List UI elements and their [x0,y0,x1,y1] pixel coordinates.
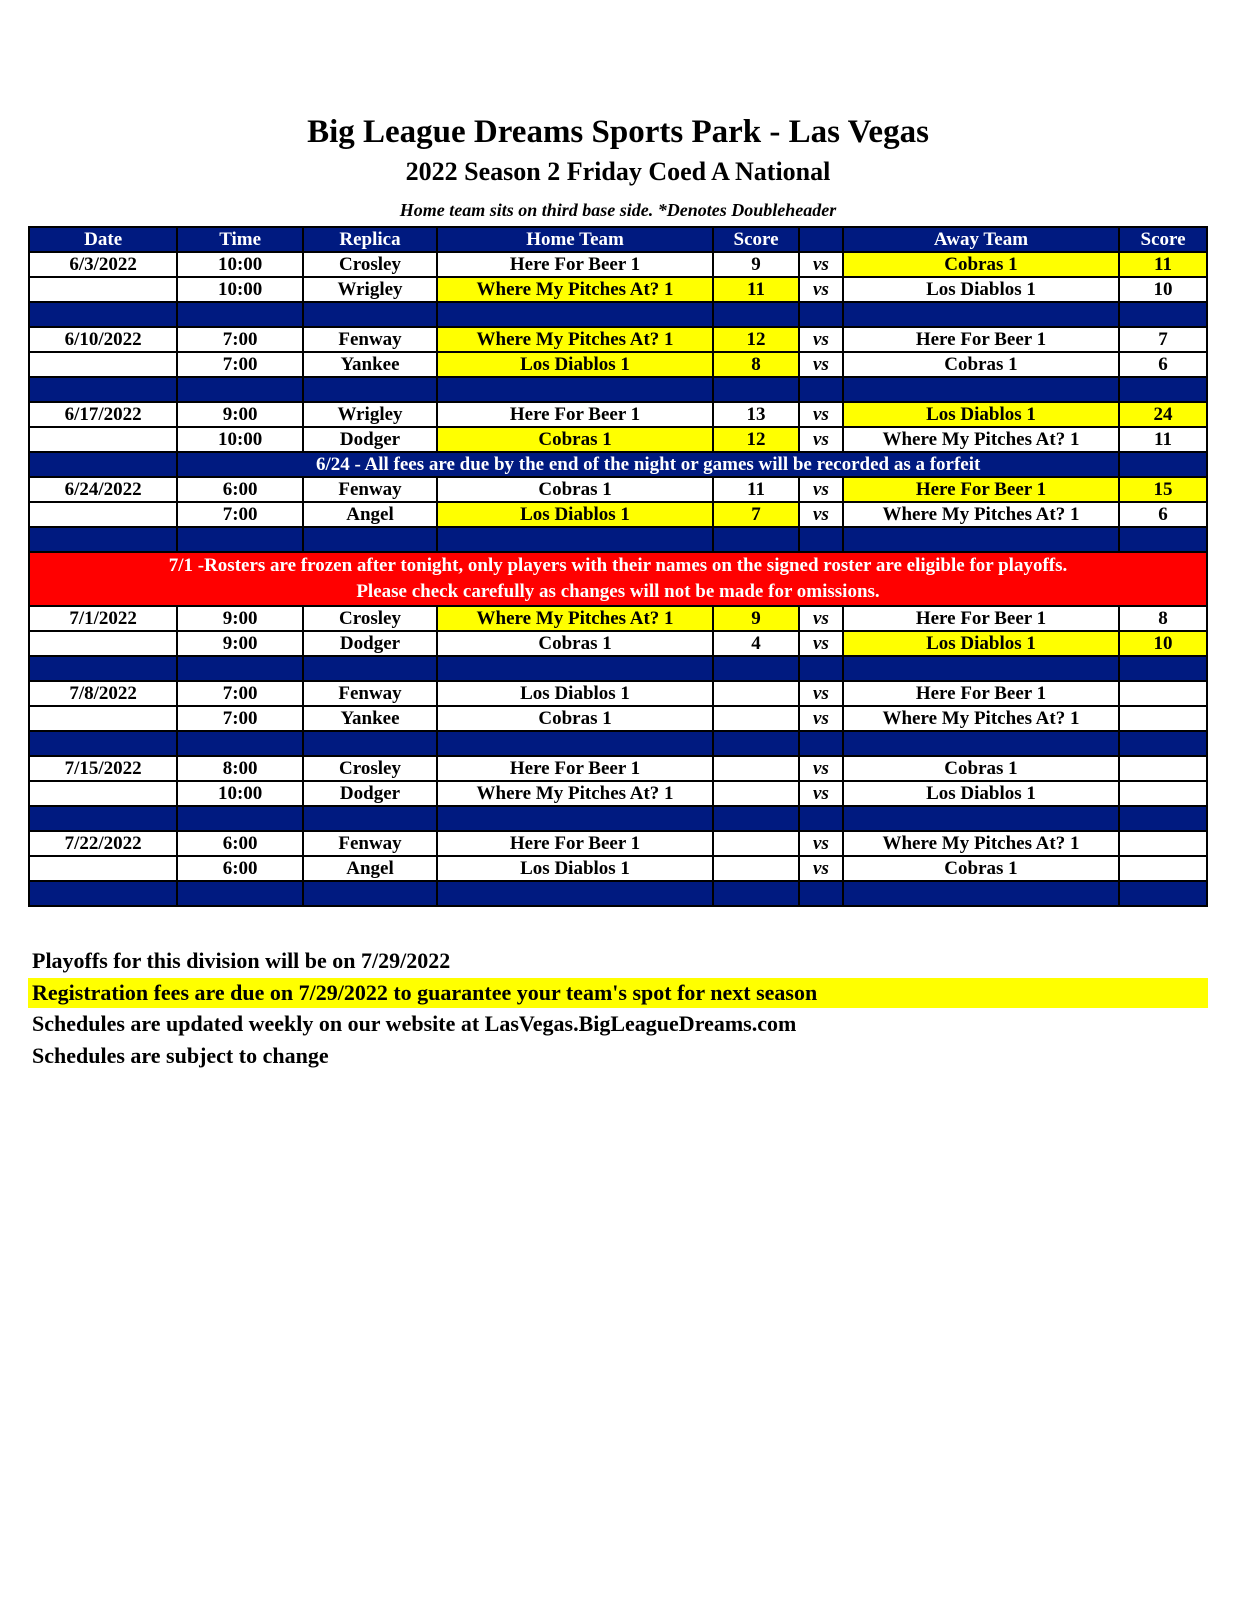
spacer-cell [437,731,713,756]
spacer-cell [303,731,437,756]
spacer-cell [29,656,177,681]
vs-cell: vs [799,756,843,781]
spacer-cell [799,731,843,756]
footer-change: Schedules are subject to change [32,1043,329,1068]
table-header-row [29,227,1207,252]
alert-row [29,552,1207,606]
replica-cell: Yankee [303,706,437,731]
date-cell [29,277,177,302]
alert-line-2: Please check carefully as changes will not be made for omissions. [356,581,880,602]
time-cell: 6:00 [177,831,303,856]
replica-cell: Dodger [303,631,437,656]
game-row [29,277,1207,302]
replica-cell: Dodger [303,781,437,806]
date-cell: 7/8/2022 [29,681,177,706]
spacer-row [29,731,1207,756]
game-row [29,327,1207,352]
spacer-cell [437,302,713,327]
away-score-cell [1119,706,1207,731]
spacer-row [29,656,1207,681]
spacer-cell [843,881,1119,906]
home-team-cell: Cobras 1 [437,706,713,731]
date-cell: 6/24/2022 [29,477,177,502]
vs-cell: vs [799,252,843,277]
away-score-cell [1119,681,1207,706]
spacer-cell [843,527,1119,552]
away-team-cell: Where My Pitches At? 1 [843,706,1119,731]
spacer-cell [303,806,437,831]
spacer-cell [843,731,1119,756]
time-cell: 10:00 [177,427,303,452]
spacer-cell [303,377,437,402]
vs-cell: vs [799,781,843,806]
home-team-cell: Los Diablos 1 [437,681,713,706]
spacer-cell [303,527,437,552]
col-header-replica: Replica [303,227,437,252]
home-team-cell: Los Diablos 1 [437,502,713,527]
spacer-cell [843,656,1119,681]
spacer-cell [29,302,177,327]
notice-row [29,452,1207,477]
alert-cell [29,552,1207,606]
away-score-cell: 10 [1119,631,1207,656]
time-cell: 8:00 [177,756,303,781]
spacer-cell [29,731,177,756]
date-cell: 7/22/2022 [29,831,177,856]
page-title: Big League Dreams Sports Park - Las Vegas [307,114,929,150]
replica-cell: Angel [303,502,437,527]
time-cell: 6:00 [177,477,303,502]
away-team-cell: Los Diablos 1 [843,781,1119,806]
spacer-cell [29,527,177,552]
date-cell [29,856,177,881]
spacer-cell [843,377,1119,402]
col-header-home-score: Score [713,227,799,252]
away-score-cell: 8 [1119,606,1207,631]
footer-website: Schedules are updated weekly on our website at LasVegas.BigLeagueDreams.com [32,1011,797,1036]
game-row [29,402,1207,427]
away-score-cell: 24 [1119,402,1207,427]
time-cell: 7:00 [177,681,303,706]
replica-cell: Crosley [303,756,437,781]
spacer-cell [799,302,843,327]
spacer-cell [303,881,437,906]
replica-cell: Angel [303,856,437,881]
spacer-cell [713,881,799,906]
away-team-cell: Cobras 1 [843,252,1119,277]
time-cell: 7:00 [177,502,303,527]
home-team-cell: Here For Beer 1 [437,756,713,781]
date-cell [29,706,177,731]
away-team-cell: Cobras 1 [843,352,1119,377]
game-row [29,831,1207,856]
away-score-cell: 11 [1119,427,1207,452]
spacer-cell [437,377,713,402]
footer-playoffs: Playoffs for this division will be on 7/29/2022 [32,948,451,973]
home-score-cell: 9 [713,606,799,631]
spacer-cell [799,806,843,831]
spacer-cell [843,806,1119,831]
away-team-cell: Where My Pitches At? 1 [843,502,1119,527]
spacer-cell [713,377,799,402]
vs-cell: vs [799,606,843,631]
vs-cell: vs [799,427,843,452]
vs-cell: vs [799,681,843,706]
spacer-cell [437,806,713,831]
spacer-cell [303,656,437,681]
time-cell: 10:00 [177,252,303,277]
spacer-cell [177,527,303,552]
col-header-away-score: Score [1119,227,1207,252]
time-cell: 9:00 [177,631,303,656]
notice-blank-cell [1119,452,1207,477]
vs-cell: vs [799,477,843,502]
spacer-cell [177,881,303,906]
away-score-cell: 6 [1119,502,1207,527]
date-cell: 6/10/2022 [29,327,177,352]
game-row [29,681,1207,706]
home-team-cell: Where My Pitches At? 1 [437,277,713,302]
home-score-cell: 4 [713,631,799,656]
home-score-cell [713,756,799,781]
away-score-cell [1119,856,1207,881]
home-team-cell: Where My Pitches At? 1 [437,781,713,806]
spacer-cell [713,731,799,756]
spacer-cell [1119,302,1207,327]
spacer-cell [177,731,303,756]
time-cell: 7:00 [177,352,303,377]
spacer-cell [1119,656,1207,681]
home-score-cell: 11 [713,477,799,502]
home-score-cell [713,681,799,706]
col-header-home-team: Home Team [437,227,713,252]
col-header-away-team: Away Team [843,227,1119,252]
away-score-cell: 6 [1119,352,1207,377]
vs-cell: vs [799,631,843,656]
home-team-cell: Los Diablos 1 [437,856,713,881]
game-row [29,352,1207,377]
away-team-cell: Los Diablos 1 [843,277,1119,302]
alert-line-1: 7/1 -Rosters are frozen after tonight, only players with their names on the signed roster are eligible for playoffs. [168,555,1068,576]
home-score-cell: 13 [713,402,799,427]
spacer-cell [29,377,177,402]
home-score-cell: 8 [713,352,799,377]
time-cell: 6:00 [177,856,303,881]
spacer-cell [29,806,177,831]
away-team-cell: Here For Beer 1 [843,606,1119,631]
spacer-cell [177,302,303,327]
spacer-cell [177,656,303,681]
vs-cell: vs [799,327,843,352]
spacer-cell [29,881,177,906]
home-team-cell: Cobras 1 [437,427,713,452]
time-cell: 9:00 [177,402,303,427]
spacer-row [29,881,1207,906]
spacer-cell [713,302,799,327]
away-team-cell: Here For Beer 1 [843,327,1119,352]
spacer-row [29,377,1207,402]
vs-cell: vs [799,502,843,527]
spacer-cell [713,806,799,831]
col-header-date: Date [29,227,177,252]
date-cell [29,502,177,527]
spacer-cell [799,527,843,552]
away-score-cell: 10 [1119,277,1207,302]
home-team-cell: Where My Pitches At? 1 [437,327,713,352]
schedule-table [28,226,1208,907]
date-cell: 6/17/2022 [29,402,177,427]
date-cell: 7/1/2022 [29,606,177,631]
spacer-cell [303,302,437,327]
spacer-cell [1119,731,1207,756]
replica-cell: Dodger [303,427,437,452]
date-cell [29,427,177,452]
date-cell [29,631,177,656]
away-score-cell: 11 [1119,252,1207,277]
notice-text: 6/24 - All fees are due by the end of the night or games will be recorded as a forfeit [177,452,1119,477]
vs-cell: vs [799,352,843,377]
game-row [29,502,1207,527]
spacer-cell [843,302,1119,327]
away-team-cell: Cobras 1 [843,856,1119,881]
spacer-row [29,527,1207,552]
game-row [29,606,1207,631]
game-row [29,706,1207,731]
spacer-cell [799,377,843,402]
notice-blank-cell [29,452,177,477]
home-team-cell: Los Diablos 1 [437,352,713,377]
col-header-time: Time [177,227,303,252]
home-score-cell: 12 [713,427,799,452]
home-team-cell: Here For Beer 1 [437,252,713,277]
home-score-cell: 12 [713,327,799,352]
home-score-cell [713,706,799,731]
away-score-cell [1119,831,1207,856]
game-row [29,631,1207,656]
spacer-row [29,806,1207,831]
home-team-cell: Cobras 1 [437,477,713,502]
away-team-cell: Here For Beer 1 [843,477,1119,502]
replica-cell: Crosley [303,252,437,277]
replica-cell: Fenway [303,681,437,706]
spacer-cell [437,656,713,681]
away-score-cell [1119,781,1207,806]
replica-cell: Wrigley [303,277,437,302]
home-team-cell: Cobras 1 [437,631,713,656]
home-score-cell [713,781,799,806]
date-cell: 6/3/2022 [29,252,177,277]
spacer-cell [799,881,843,906]
away-team-cell: Los Diablos 1 [843,631,1119,656]
replica-cell: Fenway [303,831,437,856]
spacer-cell [177,377,303,402]
time-cell: 7:00 [177,327,303,352]
game-row [29,477,1207,502]
spacer-cell [799,656,843,681]
spacer-row [29,302,1207,327]
spacer-cell [1119,806,1207,831]
spacer-cell [713,656,799,681]
home-score-cell [713,856,799,881]
time-cell: 10:00 [177,277,303,302]
away-team-cell: Los Diablos 1 [843,402,1119,427]
vs-cell: vs [799,706,843,731]
home-score-cell: 11 [713,277,799,302]
home-team-cell: Here For Beer 1 [437,831,713,856]
vs-cell: vs [799,831,843,856]
time-cell: 7:00 [177,706,303,731]
game-row [29,781,1207,806]
away-score-cell [1119,756,1207,781]
game-row [29,252,1207,277]
home-score-cell: 9 [713,252,799,277]
spacer-cell [713,527,799,552]
time-cell: 10:00 [177,781,303,806]
game-row [29,427,1207,452]
spacer-cell [177,806,303,831]
spacer-cell [437,881,713,906]
schedule-note: Home team sits on third base side. *Denotes Doubleheader [399,200,837,220]
date-cell [29,781,177,806]
date-cell [29,352,177,377]
page-subtitle: 2022 Season 2 Friday Coed A National [405,157,831,186]
game-row [29,756,1207,781]
away-team-cell: Where My Pitches At? 1 [843,831,1119,856]
game-row [29,856,1207,881]
replica-cell: Fenway [303,327,437,352]
away-score-cell: 15 [1119,477,1207,502]
away-team-cell: Cobras 1 [843,756,1119,781]
vs-cell: vs [799,277,843,302]
replica-cell: Fenway [303,477,437,502]
away-score-cell: 7 [1119,327,1207,352]
spacer-cell [1119,527,1207,552]
schedule-body [29,252,1207,906]
home-score-cell: 7 [713,502,799,527]
footer-registration: Registration fees are due on 7/29/2022 to guarantee your team's spot for next season [28,978,1208,1008]
vs-cell: vs [799,856,843,881]
home-team-cell: Here For Beer 1 [437,402,713,427]
replica-cell: Wrigley [303,402,437,427]
spacer-cell [1119,881,1207,906]
home-score-cell [713,831,799,856]
away-team-cell: Here For Beer 1 [843,681,1119,706]
away-team-cell: Where My Pitches At? 1 [843,427,1119,452]
spacer-cell [437,527,713,552]
spacer-cell [1119,377,1207,402]
date-cell: 7/15/2022 [29,756,177,781]
replica-cell: Yankee [303,352,437,377]
col-header-vs [799,227,843,252]
time-cell: 9:00 [177,606,303,631]
replica-cell: Crosley [303,606,437,631]
home-team-cell: Where My Pitches At? 1 [437,606,713,631]
vs-cell: vs [799,402,843,427]
